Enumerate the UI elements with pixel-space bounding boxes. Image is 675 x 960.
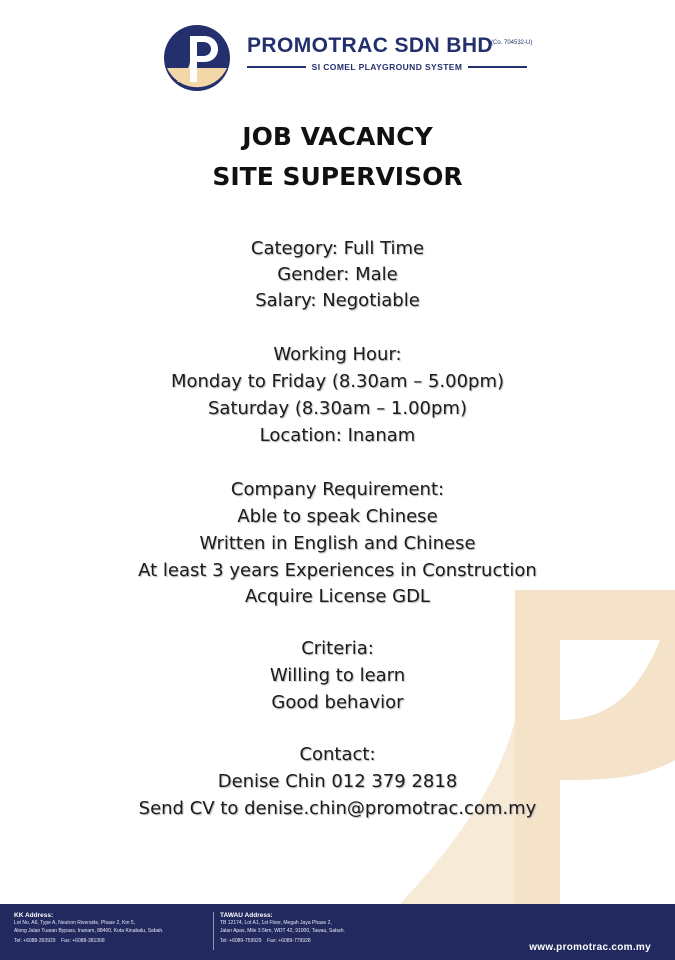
- footer-tawau-contact: [220, 938, 345, 944]
- company-tagline-row: [247, 62, 527, 72]
- company-tagline: SI COMEL PLAYGROUND SYSTEM: [311, 62, 463, 72]
- working-location: Location: Inanam: [259, 425, 416, 446]
- requirement-item: Written in English and Chinese: [199, 533, 476, 554]
- footer-website: www.promotrac.com.my: [529, 942, 651, 953]
- heading-job-vacancy: JOB VACANCY: [242, 122, 433, 151]
- footer-tawau-line2: Jalan Apas, Mile 3.5km, WDT 42, 91000, Tawau, Sabah.: [220, 927, 345, 934]
- footer-kk-address: [14, 912, 164, 944]
- company-registration: (Co. 704532-U): [491, 40, 533, 46]
- footer-kk-phone: Tel: +6088-393929: [14, 938, 56, 944]
- footer-tawau-phone: Tel: +6089-759929: [220, 938, 262, 944]
- footer-kk-title: KK Address:: [14, 912, 54, 919]
- heading-position: SITE SUPERVISOR: [212, 162, 463, 191]
- requirement-item: Able to speak Chinese: [237, 506, 438, 527]
- requirements-title: Company Requirement:: [230, 479, 445, 500]
- footer-divider: [213, 912, 214, 950]
- contact-title: Contact:: [299, 744, 376, 765]
- criteria-item: Willing to learn: [269, 665, 406, 686]
- working-weekdays: Monday to Friday (8.30am – 5.00pm): [170, 371, 505, 392]
- contact-person: Denise Chin 012 379 2818: [217, 771, 458, 792]
- criteria-title: Criteria:: [301, 638, 374, 659]
- footer-tawau-title: TAWAU Address:: [220, 912, 273, 919]
- working-hour-title: Working Hour:: [273, 344, 402, 365]
- detail-gender: Gender: Male: [277, 264, 398, 285]
- footer-tawau-line1: TB 12174, Lot A1, 1st Floor, Megah Jaya Phase 2,: [220, 920, 332, 926]
- contact-email: Send CV to denise.chin@promotrac.com.my: [138, 798, 537, 819]
- footer-kk-contact: [14, 938, 164, 944]
- criteria-item: Good behavior: [271, 692, 404, 713]
- promotrac-p-icon: [163, 24, 231, 92]
- footer-bar: [0, 904, 675, 960]
- tagline-rule-left: [247, 66, 306, 68]
- requirement-item: Acquire License GDL: [245, 586, 430, 607]
- working-saturday: Saturday (8.30am – 1.00pm): [207, 398, 467, 419]
- company-logo: [163, 24, 543, 94]
- company-name: PROMOTRAC SDN BHD: [247, 34, 493, 57]
- detail-salary: Salary: Negotiable: [255, 290, 420, 311]
- footer-kk-fax: Fax: +6088-381368: [61, 938, 105, 944]
- footer-tawau-fax: Fax: +6089-779928: [267, 938, 311, 944]
- footer-kk-line2: Along Jalan Tuaran Bypass, Inanam, 88400, Kota Kinabalu, Sabah.: [14, 927, 164, 934]
- tagline-rule-right: [468, 66, 527, 68]
- footer-tawau-address: [220, 912, 345, 944]
- requirement-item: At least 3 years Experiences in Construction: [138, 560, 537, 581]
- detail-category: Category: Full Time: [250, 238, 425, 259]
- footer-kk-line1: Lot No. A6, Type A, Neutron Riverside, Phase 2, Km 5,: [14, 920, 136, 926]
